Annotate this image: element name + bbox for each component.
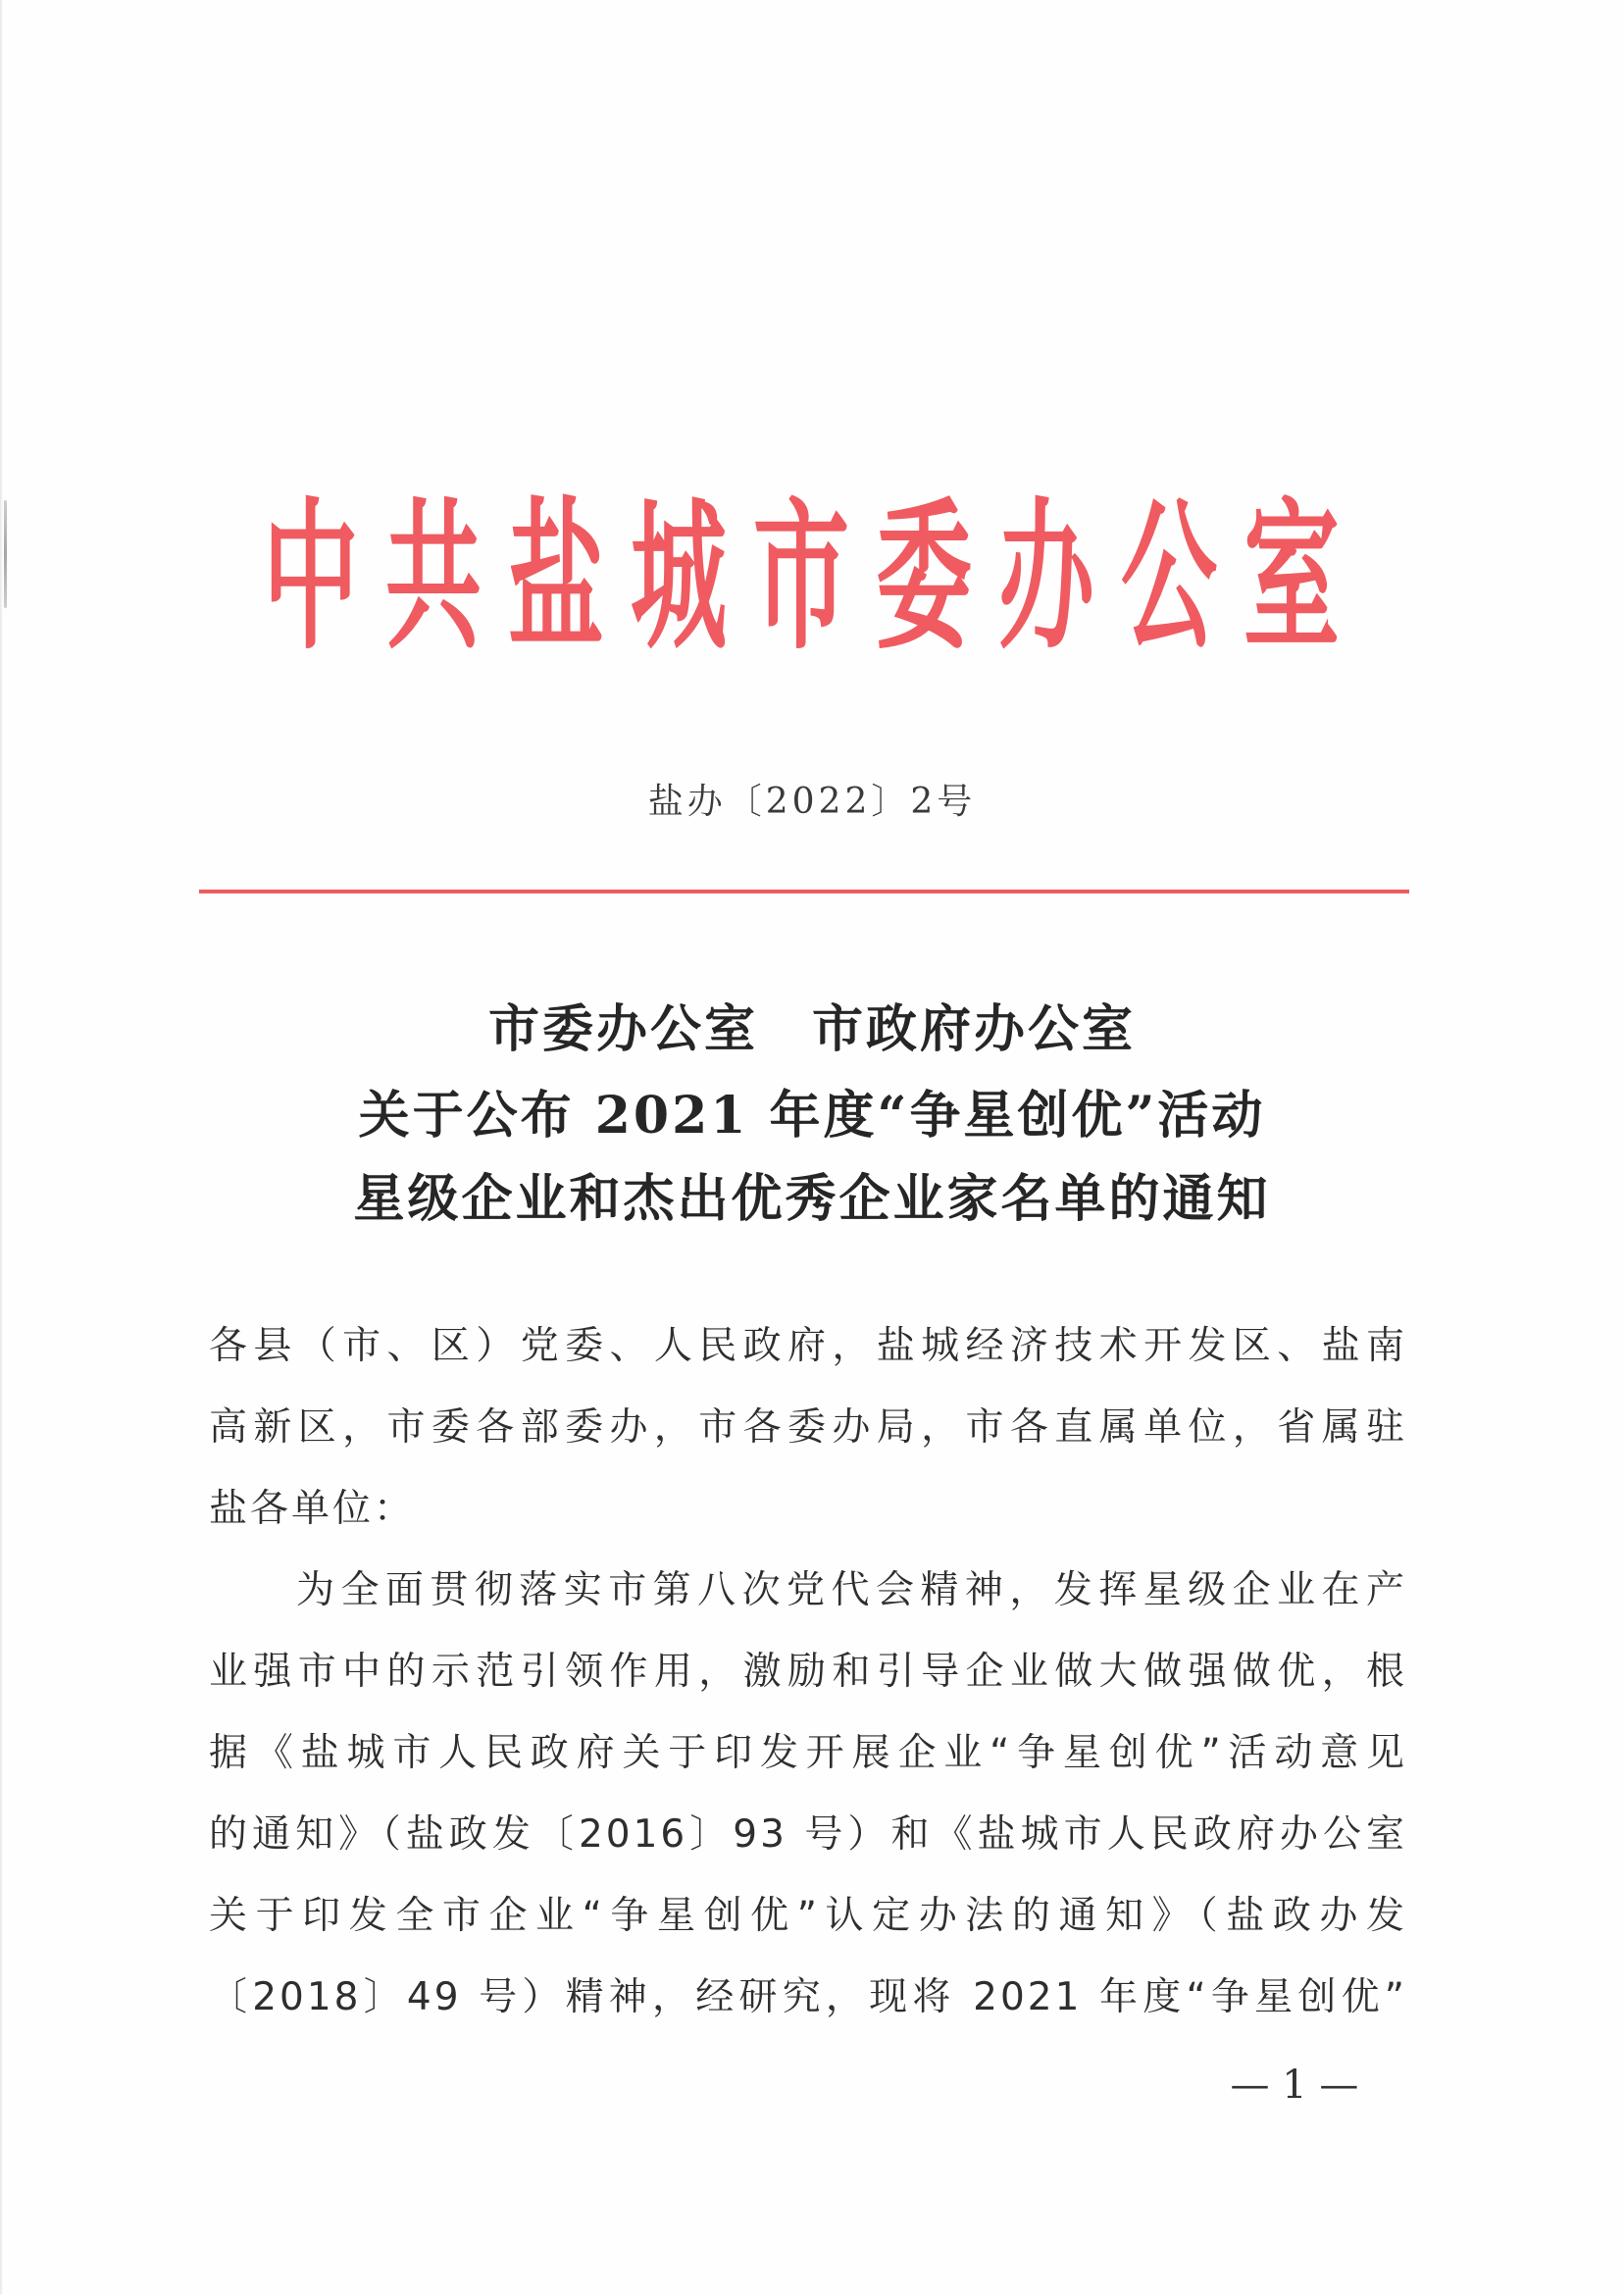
document-number: 盐办〔2022〕2号 [647,782,977,822]
masthead-char: 市 [752,484,849,673]
scan-artifact-mark [4,500,7,608]
paragraph-line-3: 据《盐城市人民政府关于印发开展企业“争星创优”活动意见 [209,1731,1407,1775]
masthead-char: 办 [997,484,1094,673]
addressee-line-3: 盐各单位： [209,1487,416,1531]
masthead-red-header [257,484,1345,673]
paragraph-line-2: 业强市中的示范引领作用，激励和引导企业做大做强做优，根 [209,1650,1407,1694]
masthead-char: 中 [262,484,359,673]
masthead-char: 共 [384,484,482,673]
title-line-3: 星级企业和杰出优秀企业家名单的通知 [353,1169,1271,1229]
masthead-char: 盐 [507,484,604,673]
masthead-char: 城 [630,484,727,673]
title-line-1: 市委办公室 市政府办公室 [487,999,1136,1059]
masthead-char: 委 [875,484,972,673]
red-separator-rule [199,890,1409,893]
paragraph-line-1: 为全面贯彻落实市第八次党代会精神，发挥星级企业在产 [296,1568,1407,1612]
paragraph-line-6: 〔2018〕49 号）精神，经研究，现将 2021 年度“争星创优” [209,1975,1407,2019]
paragraph-line-5: 关于印发全市企业“争星创优”认定办法的通知》（盐政办发 [209,1894,1407,1938]
addressee-line-1: 各县（市、区）党委、人民政府，盐城经济技术开发区、盐南 [209,1324,1407,1368]
addressee-line-2: 高新区，市委各部委办，市各委办局，市各直属单位，省属驻 [209,1405,1407,1450]
masthead-char: 公 [1120,484,1217,673]
title-line-2: 关于公布 2021 年度“争星创优”活动 [358,1086,1266,1146]
page-number: — 1 — [1230,2063,1359,2108]
paragraph-line-4: 的通知》（盐政发〔2016〕93 号）和《盐城市人民政府办公室 [209,1812,1407,1857]
masthead-char: 室 [1243,484,1340,673]
